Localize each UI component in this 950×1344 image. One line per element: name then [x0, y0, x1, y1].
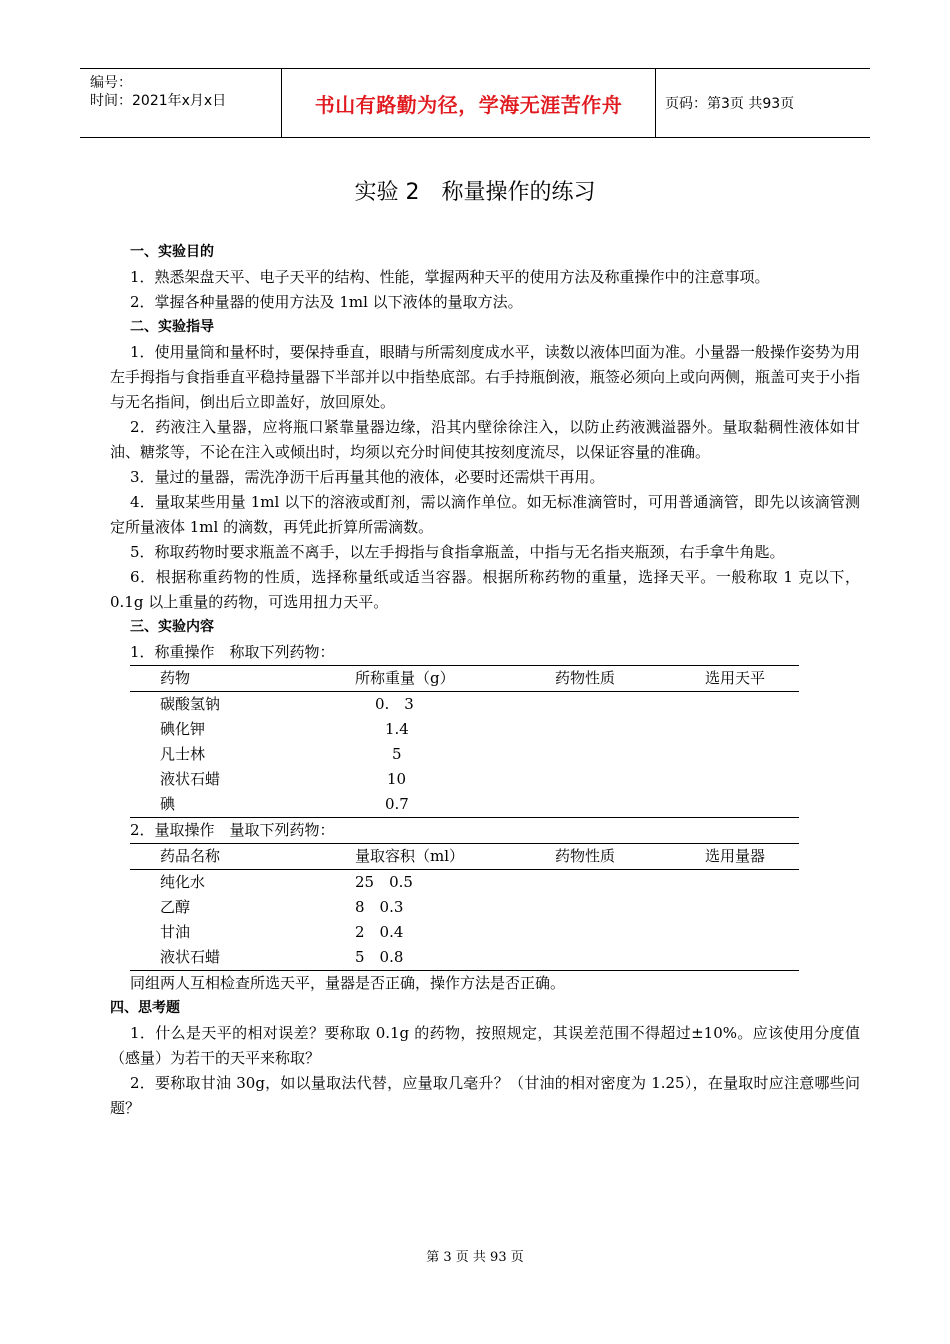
drug-name-cell: 液状石蜡 — [160, 770, 221, 788]
guidance-item: 4．量取某些用量 1ml 以下的溶液或酊剂，需以滴作单位。如无标准滴管时，可用普通滴管，即先以该滴管测定所量液体 1ml 的滴数，再凭此折算所需滴数。 — [110, 493, 860, 536]
header-motto: 书山有路勤为径，学海无涯苦作舟 — [314, 92, 623, 117]
question-item: 2．要称取甘油 30g，如以量取法代替，应量取几毫升？（甘油的相对密度为 1.25），在量取时应注意哪些问题？ — [110, 1074, 860, 1117]
header-page-number: 页码：第3页 共93页 — [665, 96, 795, 112]
property-cell — [525, 742, 675, 767]
property-cell — [525, 717, 675, 742]
measure-cell — [675, 895, 799, 920]
measuring-table-caption: 2．量取操作 量取下列药物： — [130, 821, 335, 839]
measuring-table-wrap — [130, 843, 799, 971]
column-header: 所称重量（g） — [355, 669, 455, 687]
balance-cell — [675, 742, 799, 767]
drug-name-cell: 液状石蜡 — [130, 945, 325, 971]
measure-cell — [675, 920, 799, 945]
property-cell — [525, 692, 675, 718]
measure-cell — [675, 870, 799, 896]
drug-name-cell: 乙醇 — [160, 898, 191, 916]
drug-name-cell: 碳酸氢钠 — [160, 695, 221, 713]
section-heading-content: 三、实验内容 — [130, 619, 214, 635]
guidance-item: 5．称取药物时要求瓶盖不离手，以左手拇指与食指拿瓶盖，中指与无名指夹瓶颈，右手拿牛角匙。 — [130, 543, 785, 561]
table-row — [130, 895, 799, 920]
header-meta — [80, 69, 282, 137]
section-heading-guidance: 二、实验指导 — [130, 319, 214, 335]
weighing-table — [130, 665, 799, 818]
table-row — [130, 945, 799, 971]
table-row — [130, 870, 799, 896]
property-cell — [525, 920, 675, 945]
balance-cell — [675, 692, 799, 718]
column-header: 量取容积（ml） — [355, 847, 465, 865]
property-cell — [525, 792, 675, 818]
volume-cell: 25 0.5 — [355, 873, 413, 891]
column-header: 药品名称 — [160, 847, 221, 865]
column-header: 药物 — [160, 669, 191, 687]
header-motto-cell — [282, 69, 656, 137]
volume-cell: 2 0.4 — [355, 923, 404, 941]
section-heading-objectives: 一、实验目的 — [130, 244, 214, 260]
table-row — [130, 717, 799, 742]
page-header — [80, 68, 870, 138]
table-header-row — [130, 666, 799, 692]
balance-cell — [675, 767, 799, 792]
guidance-item: 2．药液注入量器，应将瓶口紧靠量器边缘，沿其内壁徐徐注入，以防止药液溅溢器外。量取黏稠性液体如甘油、糖浆等，不论在注入或倾出时，均须以充分时间使其按刻度流尽，以保证容量的准确。 — [110, 418, 860, 461]
drug-name-cell: 凡士林 — [160, 745, 206, 763]
table-row — [130, 792, 799, 818]
table-row — [130, 920, 799, 945]
weight-cell: 10 — [387, 770, 407, 788]
weight-cell: 1.4 — [385, 720, 409, 738]
table-row — [130, 692, 799, 718]
column-header: 药物性质 — [555, 669, 616, 687]
measure-cell — [675, 945, 799, 971]
weighing-table-caption: 1．称重操作 称取下列药物： — [130, 643, 335, 661]
table-header-row — [130, 844, 799, 870]
header-number: 编号： — [90, 75, 132, 91]
column-header: 选用天平 — [705, 669, 766, 687]
column-header: 选用量器 — [705, 847, 766, 865]
measuring-table — [130, 843, 799, 971]
weighing-table-wrap — [130, 665, 799, 818]
guidance-item: 1．使用量筒和量杯时，要保持垂直，眼睛与所需刻度成水平，读数以液体凹面为准。小量器一般操作姿势为用左手拇指与食指垂直平稳持量器下半部并以中指垫底部。右手持瓶倒液，瓶签必须向上或向两侧，瓶盖可夹于小指与无名指间，倒出后立即盖好，放回原处。 — [110, 343, 861, 411]
balance-cell — [675, 717, 799, 742]
objective-item: 1．熟悉架盘天平、电子天平的结构、性能，掌握两种天平的使用方法及称重操作中的注意事项。 — [130, 268, 770, 286]
property-cell — [525, 870, 675, 896]
section-heading-questions: 四、思考题 — [110, 1000, 180, 1016]
volume-cell: 5 0.8 — [325, 945, 525, 971]
balance-cell — [675, 792, 799, 818]
guidance-item: 6．根据称重药物的性质，选择称量纸或适当容器。根据所称药物的重量，选择天平。一般称取 1 克以下，0.1g 以上重量的药物，可选用扭力天平。 — [110, 568, 860, 611]
weight-cell: 0.7 — [325, 792, 525, 818]
property-cell — [525, 895, 675, 920]
weight-cell: 5 — [392, 745, 402, 763]
table-row — [130, 767, 799, 792]
drug-name-cell: 碘 — [130, 792, 325, 818]
drug-name-cell: 甘油 — [160, 923, 191, 941]
document-body — [110, 240, 860, 1121]
property-cell — [525, 945, 675, 971]
volume-cell: 8 0.3 — [355, 898, 404, 916]
drug-name-cell: 纯化水 — [160, 873, 206, 891]
document-title: 实验 2 称量操作的练习 — [354, 180, 596, 205]
drug-name-cell: 碘化钾 — [160, 720, 206, 738]
page-footer: 第 3 页 共 93 页 — [426, 1250, 524, 1265]
check-note: 同组两人互相检查所选天平，量器是否正确，操作方法是否正确。 — [130, 974, 566, 992]
question-item: 1．什么是天平的相对误差？要称取 0.1g 的药物，按照规定，其误差范围不得超过±10%。应该使用分度值（感量）为若干的天平来称取？ — [110, 1024, 860, 1067]
property-cell — [525, 767, 675, 792]
weight-cell: 0. 3 — [375, 695, 414, 713]
objective-item: 2．掌握各种量器的使用方法及 1ml 以下液体的量取方法。 — [130, 293, 523, 311]
guidance-item: 3．量过的量器，需洗净沥干后再量其他的液体，必要时还需烘干再用。 — [130, 468, 605, 486]
column-header: 药物性质 — [555, 847, 616, 865]
table-row — [130, 742, 799, 767]
header-time: 时间：2021年x月x日 — [90, 93, 227, 109]
